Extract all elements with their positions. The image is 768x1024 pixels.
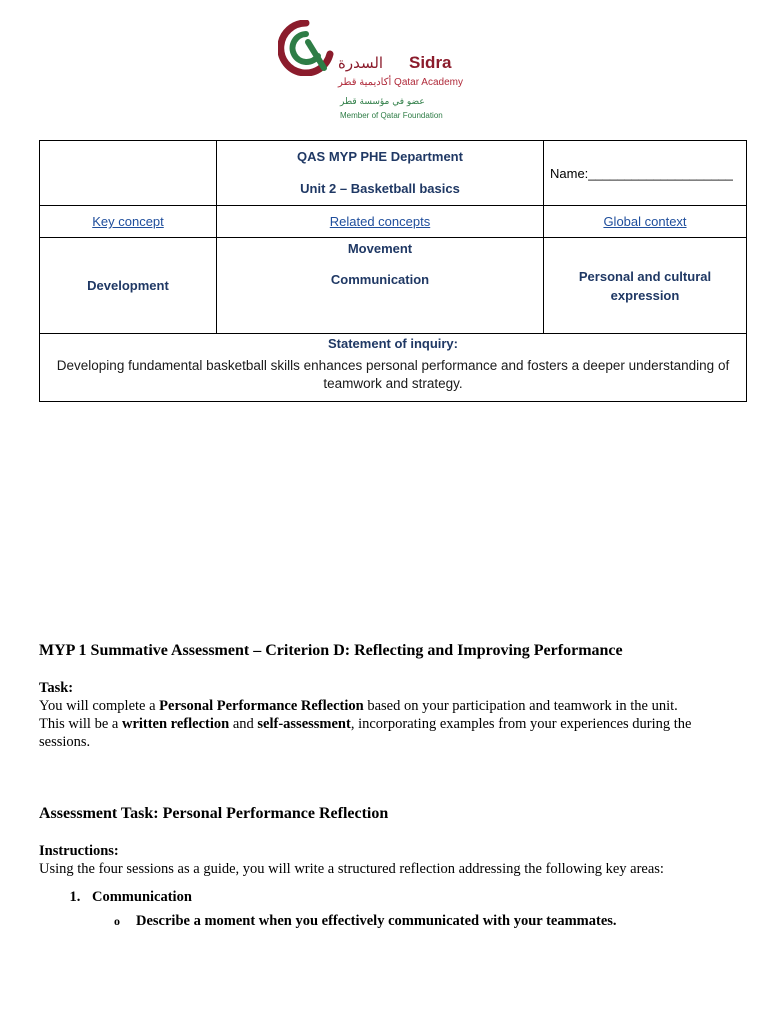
task-text: You will complete a [39,698,160,714]
list-item: o Describe a moment when you effectively communicated with your teammates. [114,912,739,930]
global-context-link[interactable]: Global context [603,214,687,229]
key-areas-list [39,888,739,930]
related-concepts-link[interactable]: Related concepts [329,214,431,229]
empty-cell [40,141,217,206]
global-context-value: Personal and cultural expression [544,238,747,334]
task-text: based on your participation and teamwork in the unit. [363,698,678,714]
area-label: Communication [92,889,192,905]
key-concept-link[interactable]: Key concept [92,214,164,229]
task-bold-text: Personal Performance Reflection [159,698,364,714]
school-logo [278,18,488,120]
logo-name: Sidra [409,53,452,72]
inquiry-title: Statement of inquiry: [327,336,458,351]
unit-title-cell [217,141,544,206]
header-key-concept [40,206,217,238]
sidra-emblem-icon [278,20,334,76]
table-row [40,141,747,206]
table-row [40,334,747,402]
task-paragraph [39,697,739,751]
name-field[interactable]: Name:____________________ [544,141,747,206]
logo-member: Member of Qatar Foundation [340,111,443,120]
task-text: and [229,716,258,732]
list-item [84,888,739,930]
table-row [40,238,747,334]
logo-arabic-name: السدرة [338,54,384,72]
unit-title: Unit 2 – Basketball basics [300,181,460,196]
task-text: , incorporating examples from your experiences during the sessions. [39,716,692,750]
related-concept-item: Movement [347,241,413,256]
related-concept-item: Communication [330,272,430,287]
instructions-text: Using the four sessions as a guide, you will write a structured reflection addressing the following key areas: [39,861,664,877]
instructions-label: Instructions: [39,843,119,859]
area-points [92,912,739,930]
statement-of-inquiry-cell [40,334,747,402]
header-global-context [544,206,747,238]
reflection-title: Assessment Task: Personal Performance Reflection [39,805,389,822]
task-section [39,679,739,751]
department-title: QAS MYP PHE Department [297,149,463,164]
logo-academy-name: Qatar Academy [394,77,463,88]
related-concepts-value [217,238,544,334]
table-row [40,206,747,238]
inquiry-text: Developing fundamental basketball skills enhances personal performance and fosters a deeper understanding of teamwork and strategy. [56,358,730,391]
assessment-title: MYP 1 Summative Assessment – Criterion D: Reflecting and Improving Performance [39,642,623,659]
key-concept-value: Development [40,238,217,334]
instructions-section [39,842,739,930]
unit-overview-table [39,140,747,402]
logo-arabic-academy: أكاديمية قطر [338,77,392,88]
task-text: This will be a [39,716,122,732]
task-label: Task: [39,680,74,696]
header-related-concepts [217,206,544,238]
task-bold-text: written reflection [121,716,230,732]
task-bold-text: self-assessment [257,716,351,732]
logo-arabic-member: عضو في مؤسسة قطر [340,97,425,107]
logo-academy [338,77,463,88]
